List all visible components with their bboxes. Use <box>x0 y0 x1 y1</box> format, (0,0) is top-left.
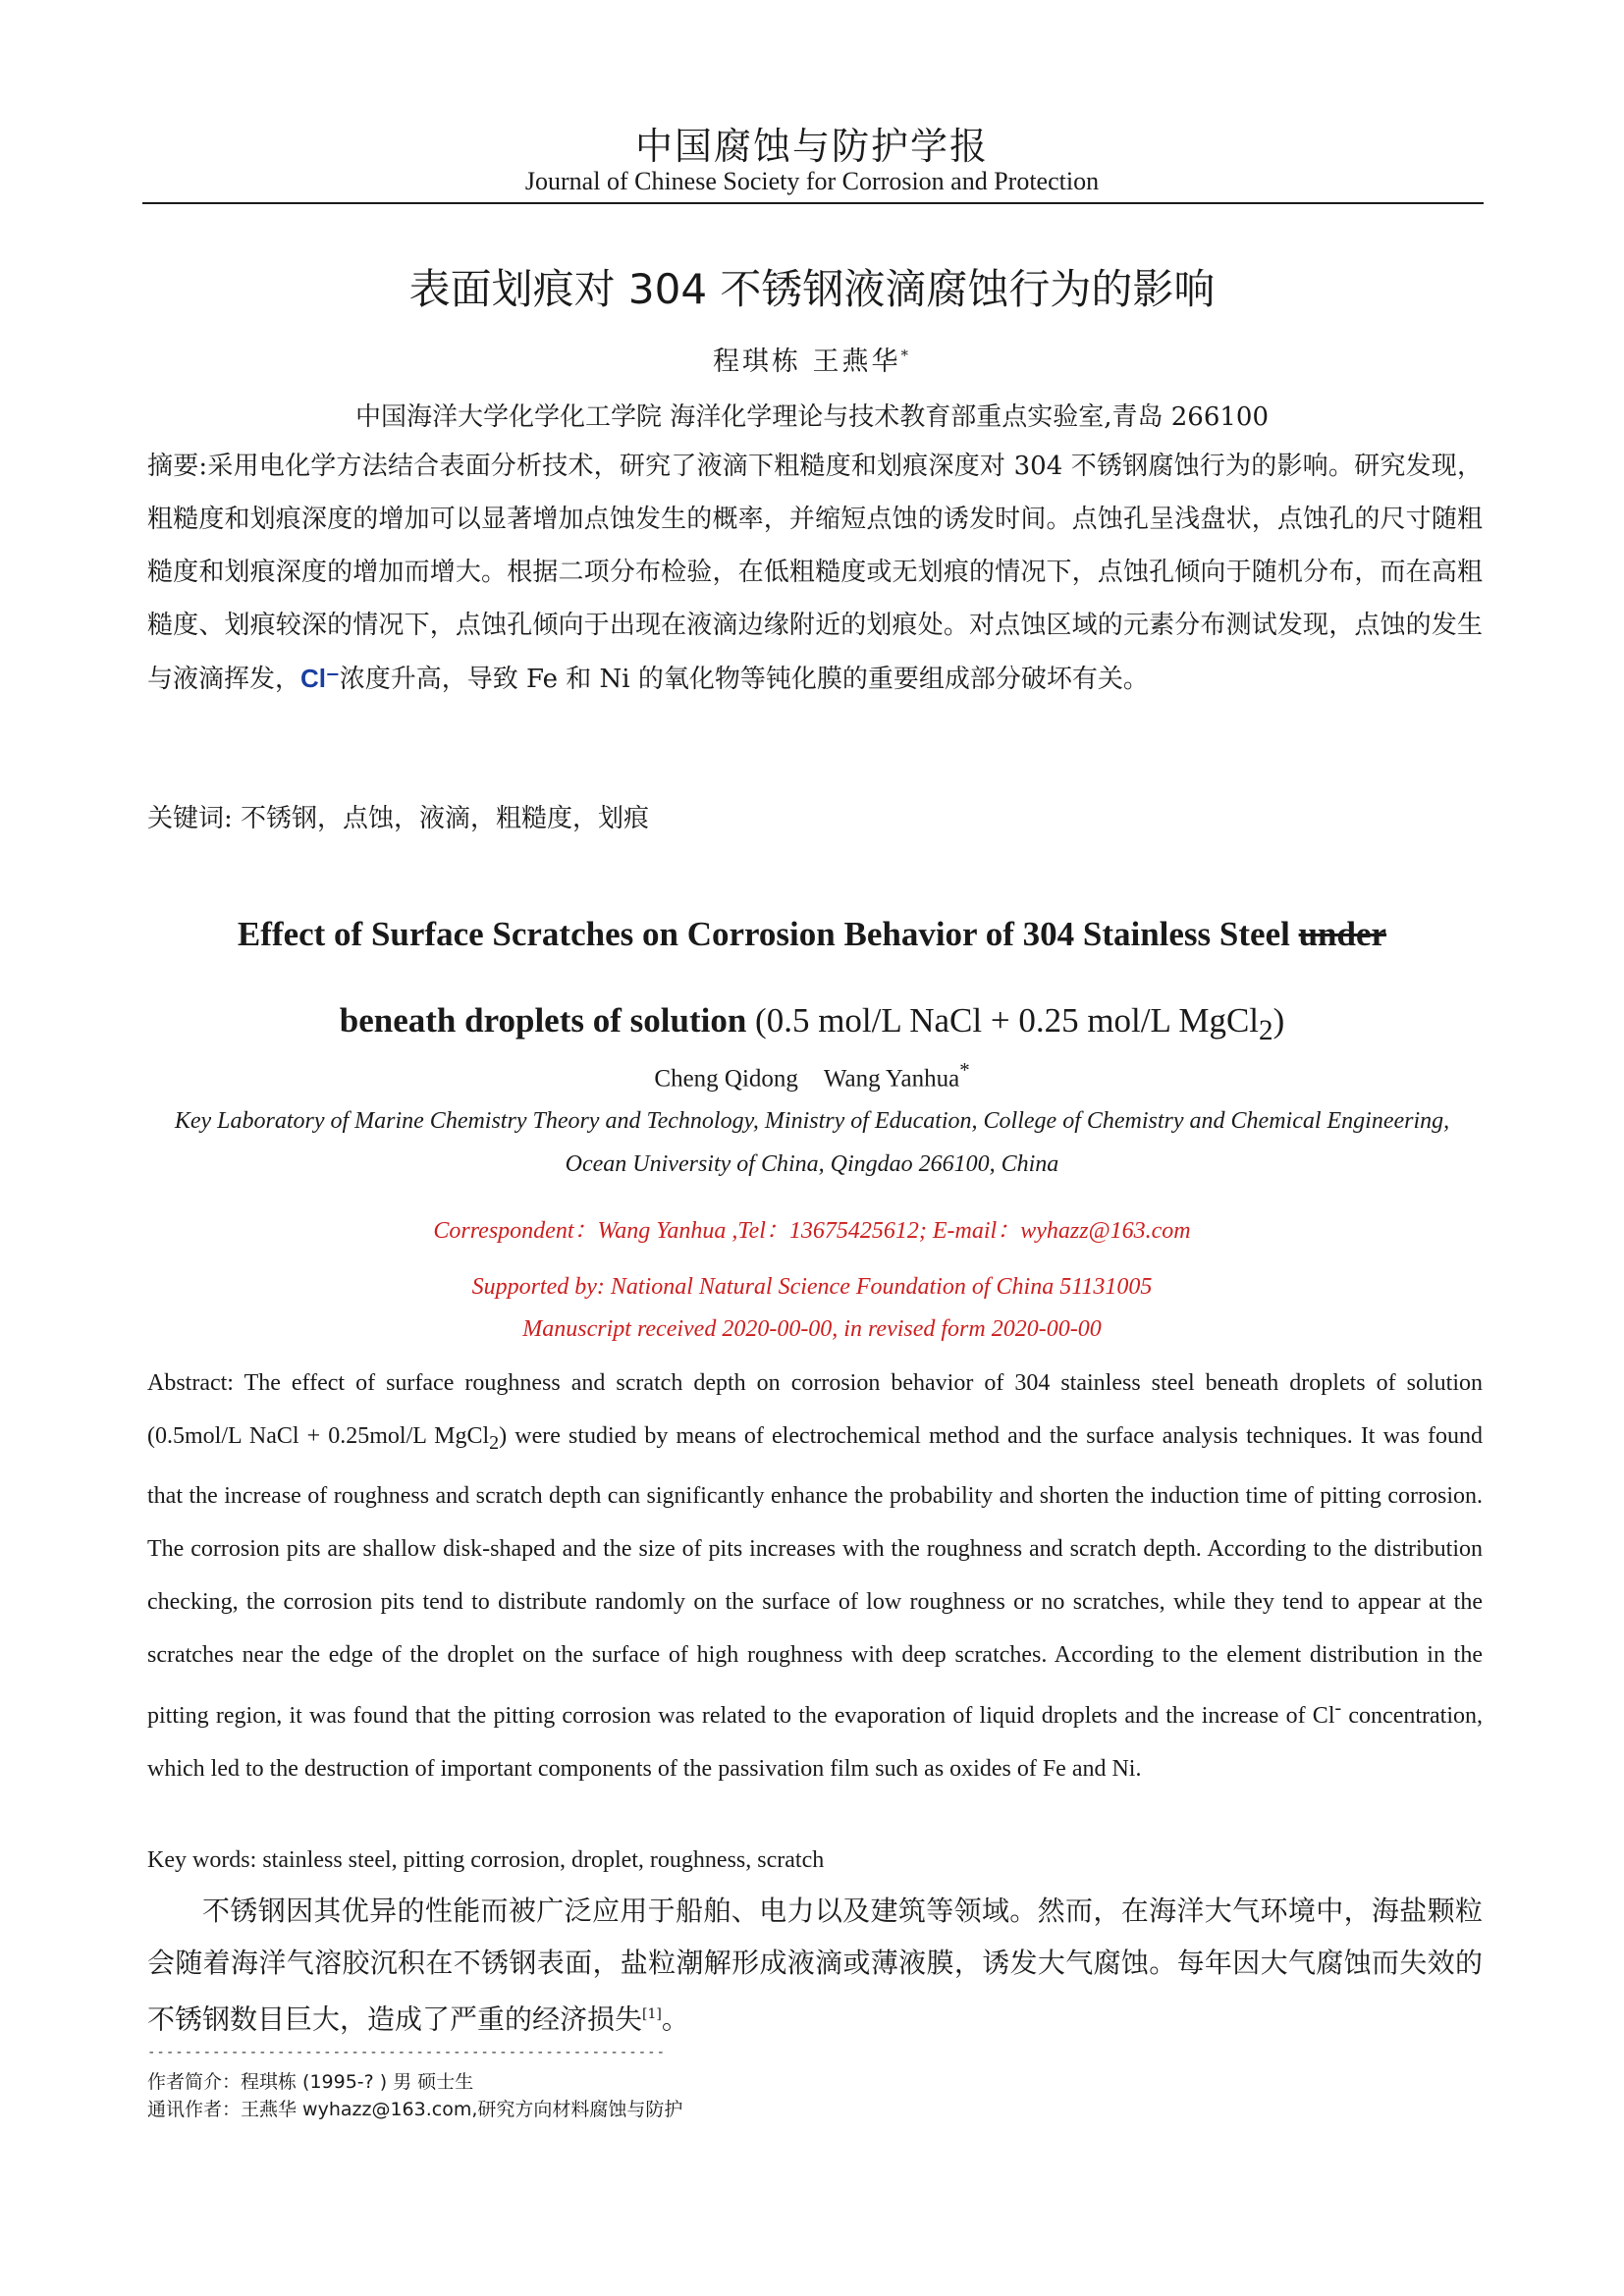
title-en-solution <box>755 1001 1285 1046</box>
author-en-1: Cheng Qidong <box>654 1065 798 1093</box>
paper-title-cn: 表面划痕对 304 不锈钢液滴腐蚀行为的影响 <box>408 265 1216 313</box>
abstract-cn-text-1: 采用电化学方法结合表面分析技术，研究了液滴下粗糙度和划痕深度对 304 不锈钢腐蚀行为的影响。研究发现，粗糙度和划痕深度的增加可以显著增加点蚀发生的概率，并缩短点蚀的诱发时间。点蚀孔呈浅盘状，点蚀孔的尺寸随粗糙度和划痕深度的增加而增大。根据二项分布检验，在低粗糙度或无划痕的情况下，点蚀孔倾向于随机分布，而在高粗糙度、划痕较深的情况下，点蚀孔倾向于出现在液滴边缘附近的划痕处。对点蚀区域的元素分布测试发现，点蚀的发生与液滴挥发， <box>147 452 1483 694</box>
author-en-mark: * <box>959 1058 970 1082</box>
paper-title-en <box>0 891 1624 1074</box>
abstract-cn-label: 摘要: <box>147 452 208 481</box>
footnote-rule: -------------------------------------------------------- <box>147 2045 667 2060</box>
affiliation-cn: 中国海洋大学化学化工学院 海洋化学理论与技术教育部重点实验室,青岛 266100 <box>354 402 1270 432</box>
authors-cn-names: 程琪栋 王燕华 <box>712 347 901 377</box>
affiliation-en-line2: Ocean University of China, Qingdao 266100, China <box>565 1151 1059 1177</box>
abstract-cn <box>147 440 1483 706</box>
supported-by-line: Supported by: National Natural Science Foundation of China 51131005 <box>471 1274 1153 1300</box>
authors-cn <box>0 340 1624 378</box>
keywords-en-text: stainless steel, pitting corrosion, droplet, roughness, scratch <box>256 1847 825 1873</box>
abstract-en-text-1: The effect of surface roughness and scratch depth on corrosion behavior of 304 stainless steel beneath droplets of solution (0.5mol/L NaCl + 0.25mol/L MgCl <box>147 1370 1483 1449</box>
keywords-en <box>147 1834 1483 1887</box>
affiliation-en-line1: Key Laboratory of Marine Chemistry Theory and Technology, Ministry of Education, College of Chemistry and Chemical Engineering, <box>174 1108 1450 1134</box>
title-en-struck-word: under <box>1298 915 1387 953</box>
title-en-solution-b: ) <box>1272 1001 1285 1040</box>
title-en-part1: Effect of Surface Scratches on Corrosion Behavior of 304 Stainless Steel <box>237 915 1299 953</box>
affiliation-en <box>0 1099 1624 1186</box>
abstract-en-text-2: ) were studied by means of electrochemical method and the surface analysis techniques. It was found that the increase of roughness and scratch depth can significantly enhance the probability and shorten the induction time of pitting corrosion. The corrosion pits are shallow disk-shaped and the size of pits increases with the roughness and scratch depth. According to the distribution checking, the corrosion pits tend to distribute randomly on the surface of low roughness or no scratches, while they tend to appear at the scratches near the edge of the droplet on the surface of high roughness with deep scratches. According to the element distribution in the pitting region, it was found that the pitting corrosion was related to the evaporation of liquid droplets and the increase of Cl <box>147 1423 1483 1729</box>
keywords-cn-label: 关键词: <box>147 804 233 833</box>
journal-title-en: Journal of Chinese Society for Corrosion and Protection <box>524 167 1100 195</box>
body-cn-text: 不锈钢因其优异的性能而被广泛应用于船舶、电力以及建筑等领域。然而，在海洋大气环境中，海盐颗粒会随着海洋气溶胶沉积在不锈钢表面，盐粒潮解形成液滴或薄液膜，诱发大气腐蚀。每年因大气腐蚀而失效的不锈钢数目巨大，造成了严重的经济损失 <box>147 1895 1483 2036</box>
journal-title-cn: 中国腐蚀与防护学报 <box>634 125 989 168</box>
title-en-solution-a: (0.5 mol/L NaCl + 0.25 mol/L MgCl <box>755 1001 1260 1040</box>
keywords-cn-text: 不锈钢，点蚀，液滴，粗糙度，划痕 <box>232 804 650 833</box>
header-rule <box>142 202 1484 204</box>
title-en-part2: beneath droplets of solution <box>339 1001 756 1040</box>
correspondent-line: Correspondent：Wang Yanhua ,Tel：13675425612; E-mail：wyhazz@163.com <box>433 1218 1191 1244</box>
keywords-cn <box>147 793 1483 845</box>
abstract-en-text-3: concentration, which led to the destruction of important components of the passivation film such as oxides of Fe and Ni. <box>147 1702 1483 1782</box>
title-en-sub: 2 <box>1259 1015 1273 1046</box>
manuscript-received-line: Manuscript received 2020-00-00, in revised form 2020-00-00 <box>522 1316 1102 1342</box>
abstract-cn-text-2: 浓度升高，导致 Fe 和 Ni 的氧化物等钝化膜的重要组成部分破坏有关。 <box>339 665 1149 694</box>
body-cn-end: 。 <box>661 2002 689 2036</box>
corresponding-mark: * <box>900 347 912 364</box>
body-paragraph-cn <box>147 1885 1483 2045</box>
abstract-en-sup: - <box>1334 1696 1342 1719</box>
citation-ref[interactable]: [1] <box>642 2006 662 2022</box>
footnote-author-intro: 作者简介：程琪栋 (1995-? ) 男 硕士生 <box>147 2071 474 2093</box>
authors-en <box>0 1058 1624 1093</box>
abstract-en-sub: 2 <box>489 1431 500 1454</box>
abstract-en <box>147 1357 1483 1795</box>
paper-title-en-line1 <box>0 891 1624 978</box>
abstract-en-label: Abstract: <box>147 1370 234 1396</box>
author-en-2: Wang Yanhua <box>823 1065 960 1093</box>
keywords-en-label: Key words: <box>147 1847 257 1873</box>
chloride-ion: Cl⁻ <box>300 664 340 693</box>
footnote-corresponding: 通讯作者：王燕华 wyhazz@163.com,研究方向材料腐蚀与防护 <box>147 2099 683 2120</box>
